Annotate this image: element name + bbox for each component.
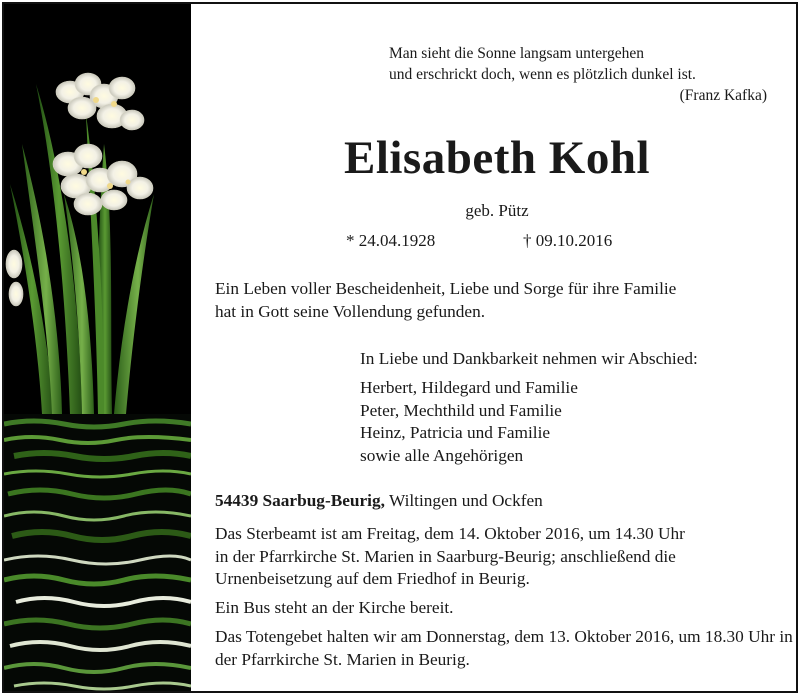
farewell-line: In Liebe und Dankbarkeit nehmen wir Abschied: — [360, 349, 698, 368]
intro-line-1: Ein Leben voller Bescheidenheit, Liebe und Sorge für ihre Familie — [215, 279, 677, 298]
location-rest: Wiltingen und Ockfen — [384, 491, 543, 510]
mourner-item: sowie alle Angehörigen — [360, 445, 524, 465]
deceased-name: Elisabeth Kohl — [343, 132, 651, 184]
prayer-line-2: um 18.30 Uhr in der Pfarrkirche St. Marien in Beurig. — [215, 627, 793, 669]
location-place: 54439 Saarbug-Beurig, — [215, 491, 385, 510]
obituary-notice — [2, 2, 798, 693]
mourners-list — [360, 377, 578, 467]
prayer-line-1: Das Totengebet halten wir am Donnerstag, dem 13. Oktober 2016, — [215, 627, 675, 646]
birth-date: * 24.04.1928 — [346, 231, 436, 250]
service-line-3: Urnenbeisetzung auf dem Friedhof in Beurig. — [215, 569, 530, 588]
prayer-paragraph — [215, 626, 798, 671]
intro-line-2: hat in Gott seine Vollendung gefunden. — [215, 301, 486, 321]
mourner-item: Peter, Mechthild und Familie — [360, 400, 562, 420]
mourner-item: Herbert, Hildegard und Familie — [360, 378, 578, 397]
notice-text — [4, 4, 798, 693]
service-line-1: Das Sterbeamt ist am Freitag, dem 14. Oktober 2016, um 14.30 Uhr — [215, 524, 685, 543]
kafka-quote — [389, 43, 767, 106]
service-paragraph — [215, 523, 685, 591]
intro-paragraph — [215, 278, 775, 323]
mourner-item: Heinz, Patricia und Familie — [360, 423, 551, 442]
location-line — [215, 490, 543, 513]
service-line-2: in der Pfarrkirche St. Marien in Saarburg-Beurig; anschließend die — [215, 546, 676, 566]
quote-line-2: und erschrickt doch, wenn es plötzlich dunkel ist. — [389, 66, 696, 83]
death-date: † 09.10.2016 — [523, 231, 613, 250]
maiden-name: geb. Pütz — [465, 201, 529, 220]
quote-author: (Franz Kafka) — [679, 87, 767, 104]
bus-line: Ein Bus steht an der Kirche bereit. — [215, 598, 454, 617]
quote-line-1: Man sieht die Sonne langsam untergehen — [389, 45, 644, 62]
